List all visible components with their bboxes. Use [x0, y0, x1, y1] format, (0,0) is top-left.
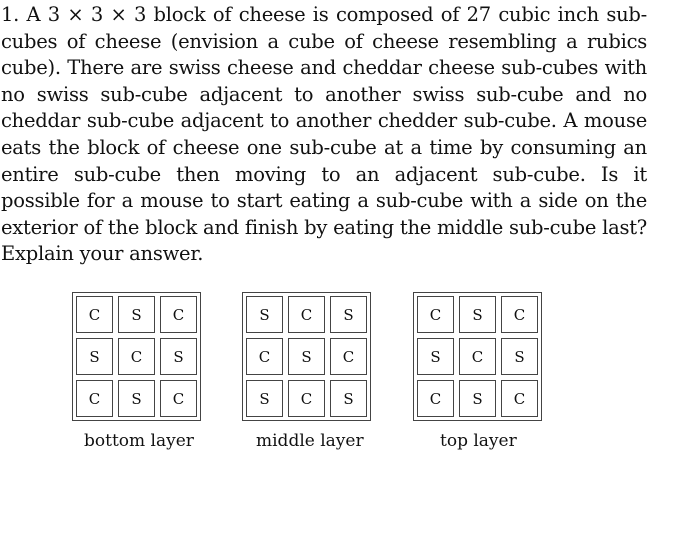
grid-cell: S — [288, 338, 325, 375]
top-layer — [413, 292, 542, 451]
grid-cell: S — [118, 380, 155, 417]
problem-number: 1. — [1, 3, 20, 26]
middle-layer — [242, 292, 371, 451]
top-layer-grid — [413, 292, 542, 421]
grid-cell: C — [76, 380, 113, 417]
grid-cell: C — [288, 296, 325, 333]
grid-cell: S — [330, 380, 367, 417]
grid-cell: C — [76, 296, 113, 333]
grid-cell: S — [330, 296, 367, 333]
grid-cell: C — [501, 380, 538, 417]
grid-cell: C — [417, 296, 454, 333]
layer-caption: middle layer — [256, 431, 364, 451]
bottom-layer-grid — [72, 292, 201, 421]
grid-cell: S — [76, 338, 113, 375]
grid-cell: C — [501, 296, 538, 333]
layer-caption: bottom layer — [84, 431, 194, 451]
grid-cell: C — [160, 296, 197, 333]
grid-cell: S — [160, 338, 197, 375]
grid-cell: C — [160, 380, 197, 417]
layer-caption: top layer — [440, 431, 517, 451]
grid-cell: C — [288, 380, 325, 417]
grid-cell: S — [501, 338, 538, 375]
middle-layer-grid — [242, 292, 371, 421]
grid-cell: S — [417, 338, 454, 375]
grid-cell: C — [246, 338, 283, 375]
grid-cell: S — [246, 296, 283, 333]
grid-cell: S — [459, 296, 496, 333]
bottom-layer — [72, 292, 201, 451]
grid-cell: C — [118, 338, 155, 375]
cheese-layers-figure — [72, 292, 632, 462]
grid-cell: C — [459, 338, 496, 375]
problem-statement — [1, 2, 647, 268]
grid-cell: S — [246, 380, 283, 417]
grid-cell: S — [459, 380, 496, 417]
problem-text: A 3 × 3 × 3 block of cheese is composed of 27 cubic inch sub-cubes of cheese (envision a cube of cheese resembling a rubics cube). There are swiss cheese and cheddar cheese sub-cubes with no swiss sub-cube adjacent to another swiss sub-cube and no cheddar sub-cube adjacent to another chedder sub-cube. A mouse eats the block of cheese one sub-cube at a time by consuming an entire sub-cube then moving to an adjacent sub-cube. Is it possible for a mouse to start eating a sub-cube with a side on the exterior of the block and finish by eating the middle sub-cube last? Explain your answer. — [1, 3, 647, 266]
grid-cell: S — [118, 296, 155, 333]
grid-cell: C — [417, 380, 454, 417]
grid-cell: C — [330, 338, 367, 375]
